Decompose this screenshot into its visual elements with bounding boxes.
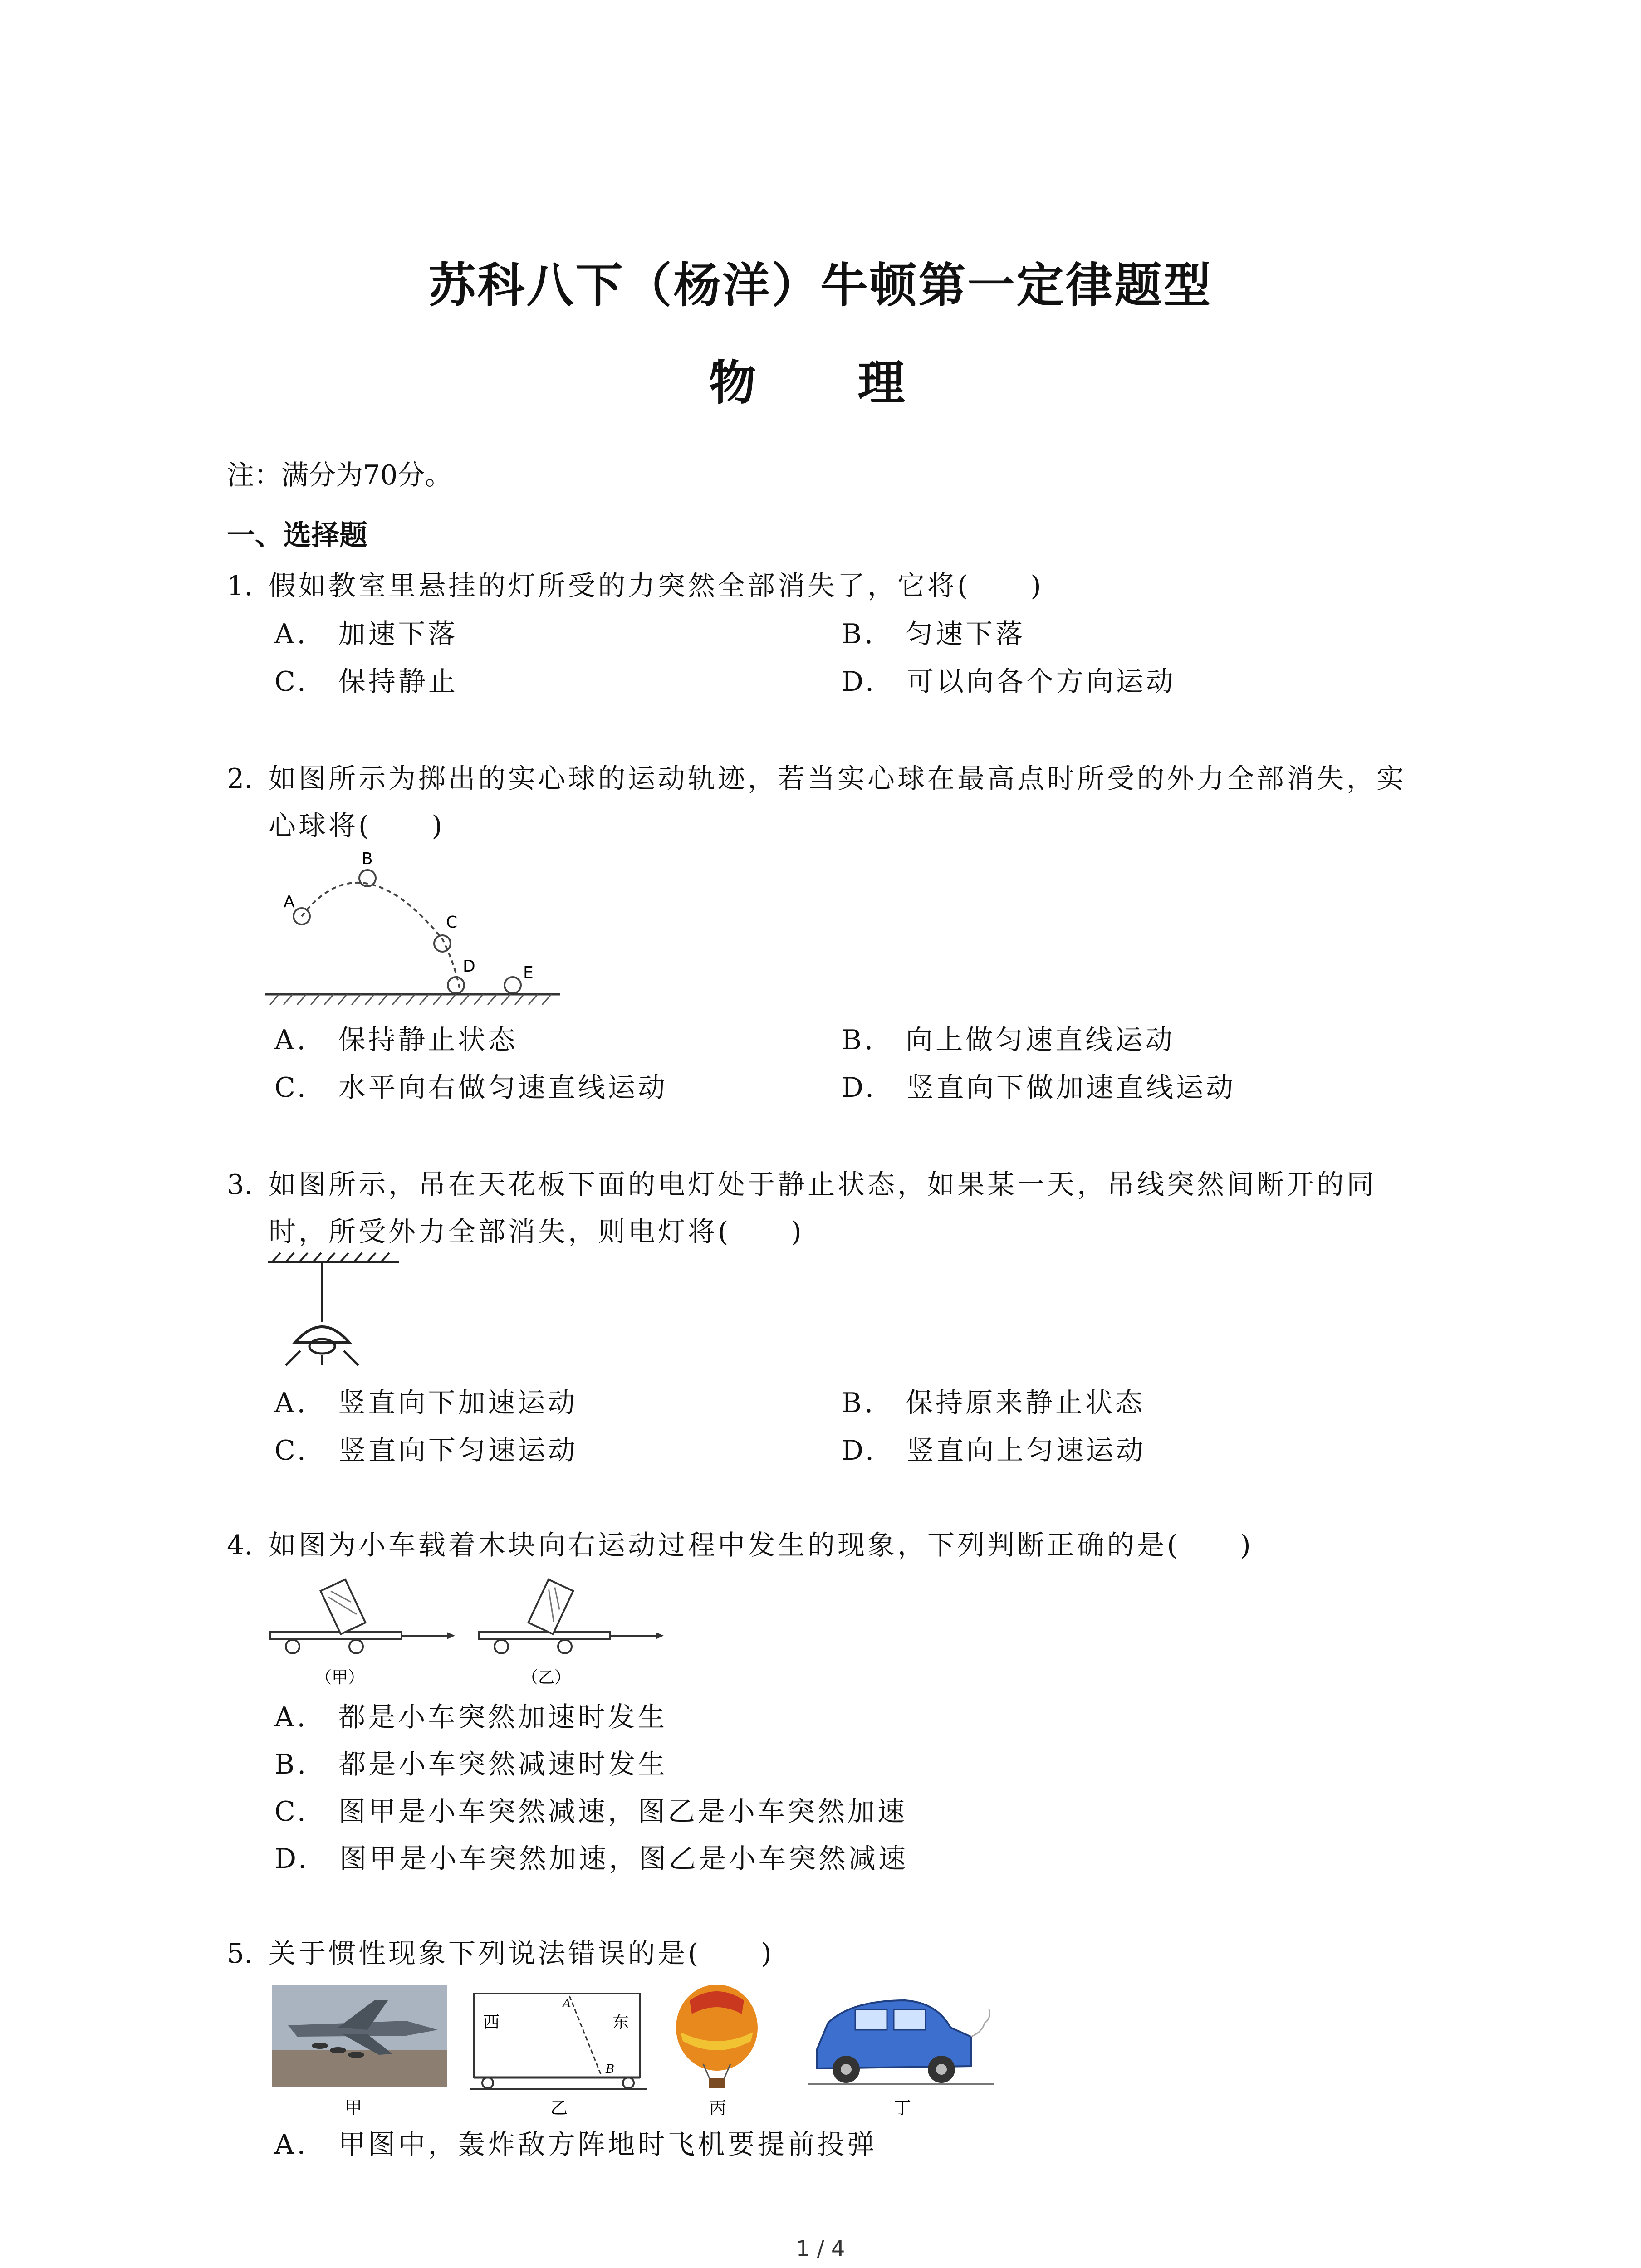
label-e: E [523,963,534,982]
option-b: B. 都是小车突然减速时发生 [274,1749,668,1780]
document-subject: 物 理 [709,355,932,411]
question-2 [227,755,1443,850]
inertia-examples-figure [270,1982,996,2123]
lamp-shade [295,1327,349,1343]
question-number: 1. [227,570,253,602]
ball-e [505,977,521,993]
label-bing: 丙 [709,2098,727,2118]
label-point-b: B [606,2063,615,2076]
ball-trajectory-figure [265,848,565,1016]
label-west: 西 [483,2013,500,2032]
question-4 [227,1522,1443,1569]
option-d: D. 可以向各个方向运动 [842,666,1176,698]
option-a: A. 甲图中，轰炸敌方阵地时飞机要提前投弹 [274,2129,877,2160]
question-number: 4. [227,1530,253,1561]
section-heading: 一、选择题 [227,518,368,552]
question-stem-line2: 时，所受外力全部消失，则电灯将( ) [269,1216,804,1248]
question-stem-line2: 心球将( ) [269,810,445,842]
question-5 [227,1930,1443,1977]
cart-yi [479,1579,664,1653]
question-stem: 假如教室里悬挂的灯所受的力突然全部消失了，它将( ) [269,570,1044,602]
option-a: A. 竖直向下加速运动 [274,1387,578,1419]
label-jia: （甲） [315,1668,365,1687]
page-number: 1 / 4 [796,2236,845,2262]
option-d: D. 图甲是小车突然加速，图乙是小车突然减速 [274,1843,909,1875]
cart-jia [270,1579,455,1653]
hot-air-balloon-picture [676,1984,758,2088]
question-stem: 如图为小车载着木块向右运动过程中发生的现象，下列判断正确的是( ) [269,1530,1254,1561]
question-3 [227,1161,1443,1256]
option-d: D. 竖直向上匀速运动 [842,1435,1146,1466]
option-d: D. 竖直向下做加速直线运动 [842,1072,1236,1104]
question-number: 2. [227,763,253,795]
option-c: C. 竖直向下匀速运动 [274,1435,578,1466]
question-1 [227,562,1443,610]
cart-block-figure [265,1574,674,1696]
score-note: 注：满分为70分。 [227,459,452,491]
question-number: 5. [227,1938,253,1970]
car-picture [808,1991,994,2089]
label-point-a: A [563,1997,571,2010]
light-bulb [309,1339,335,1354]
label-yi: 乙 [550,2098,568,2118]
hanging-lamp-figure [268,1252,404,1370]
ground-hatching [270,994,551,1005]
option-c: C. 水平向右做匀速直线运动 [274,1072,668,1104]
label-a: A [284,893,295,911]
ball-d [448,977,464,993]
question-stem: 关于惯性现象下列说法错误的是( ) [269,1938,774,1970]
question-stem-line1: 如图所示为掷出的实心球的运动轨迹，若当实心球在最高点时所受的外力全部消失，实 [269,763,1406,795]
option-a: A. 都是小车突然加速时发生 [274,1701,668,1733]
document-title: 苏科八下（杨洋）牛顿第一定律题型 [428,258,1213,313]
option-a: A. 保持静止状态 [274,1024,518,1056]
bomber-picture [272,1984,447,2087]
label-jia: 甲 [345,2098,362,2118]
label-yi: （乙） [522,1668,571,1687]
option-b: B. 向上做匀速直线运动 [842,1024,1176,1056]
option-c: C. 图甲是小车突然减速，图乙是小车突然加速 [274,1796,907,1828]
option-b: B. 匀速下落 [842,618,1026,650]
option-a: A. 加速下落 [274,618,458,650]
option-b: B. 保持原来静止状态 [842,1387,1146,1419]
label-east: 东 [612,2013,629,2032]
label-c: C [446,913,458,932]
question-number: 3. [227,1169,253,1201]
label-b: B [362,850,373,868]
label-ding: 丁 [894,2098,911,2118]
option-c: C. 保持静止 [274,666,458,698]
label-d: D [463,957,475,976]
question-stem-line1: 如图所示，吊在天花板下面的电灯处于静止状态，如果某一天，吊线突然间断开的同 [269,1169,1376,1201]
box-cart-diagram [470,1994,647,2089]
